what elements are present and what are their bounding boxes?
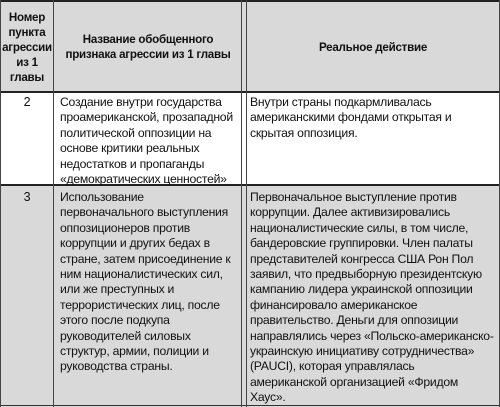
header-action: Реальное действие [318, 40, 428, 54]
row-2-number: 2 [23, 95, 31, 109]
rule-header-bottom [0, 91, 500, 93]
header-feature: Название обобщенного признака агрессии из 1 главы [65, 33, 231, 61]
row-2-action: Внутри страны подкармливалась американскими фондами открытая и скрытая оппозиция. [250, 95, 452, 140]
row-3-action: Первоначальное выступление против коррупции. Далее активизировались националистические силы, в том числе, бандеровские группировки. Член палаты представителей конгресса США Рон Пол заявил, что предвыборную президентскую кампанию лидера украинской оппозиции финансировало американское правительство. Деньги для оппозиции направлялись через «Польско-американско-украинскую инициативу сотрудничества» (PAUCI), которая управлялась американской организацией «Фридом Хаус». [250, 190, 494, 405]
rule-top [0, 0, 500, 2]
header-number: Номер пункта агрессии из 1 главы [2, 10, 52, 84]
row-3-feature: Использование первоначального выступления оппозиционеров против коррупции и других бедах в стране, затем присоединение к ним националистических сил, или же преступных и террористических лиц, после этого после подкупа руководителей силовых структур, армии, полиции и руководства страны. [60, 190, 231, 374]
rule-left [0, 0, 1, 407]
rule-col2 [241, 0, 242, 407]
row-3-number: 3 [23, 190, 31, 204]
rule-col1 [53, 0, 54, 407]
rule-col2b [246, 0, 247, 407]
row-2-feature: Создание внутри государства проамериканской, прозападной политической оппозиции на основе критики реальных недостатков и пропаганды «демократических ценностей» [60, 95, 233, 187]
